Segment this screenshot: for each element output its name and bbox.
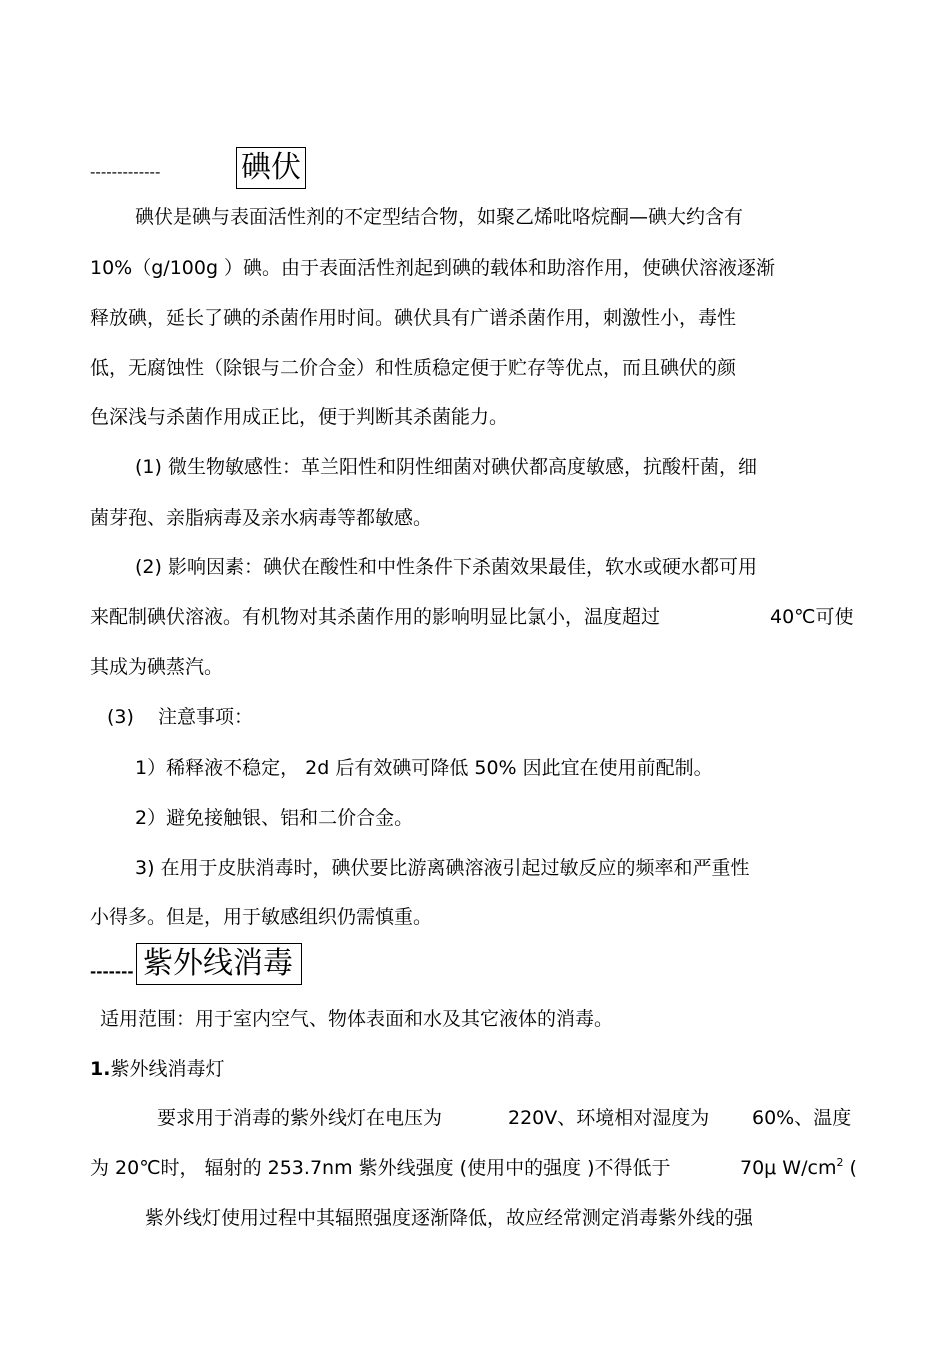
paragraph-line (740, 1156, 857, 1180)
paragraph-line: 紫外线灯使用过程中其辐照强度逐渐降低，故应经常测定消毒紫外线的强 (145, 1207, 754, 1229)
list-item-title: 注意事项： (158, 706, 254, 728)
paragraph-line: 色深浅与杀菌作用成正比，便于判断其杀菌能力。 (90, 406, 509, 428)
paragraph-line: 60%、温度 (752, 1107, 852, 1129)
list-item-line: 菌芽孢、亲脂病毒及亲水病毒等都敏感。 (90, 507, 433, 529)
note-line: 小得多。但是，用于敏感组织仍需慎重。 (90, 906, 433, 928)
heading-dashes: ------- (90, 963, 134, 981)
paren-text: ( (843, 1157, 857, 1179)
scope-line: 适用范围：用于室内空气、物体表面和水及其它液体的消毒。 (100, 1008, 614, 1030)
list-item-line: (1) 微生物敏感性：革兰阳性和阴性细菌对碘伏都高度敏感，抗酸杆菌，细 (135, 456, 757, 478)
list-item-label: (3) (107, 706, 134, 728)
list-item-line: 其成为碘蒸汽。 (90, 656, 224, 678)
list-item-line: (2) 影响因素：碘伏在酸性和中性条件下杀菌效果最佳，软水或硬水都可用 (135, 556, 757, 578)
note-line: 1）稀释液不稳定， 2d 后有效碘可降低 50% 因此宜在使用前配制。 (135, 757, 713, 779)
paragraph-line: 碘伏是碘与表面活性剂的不定型结合物，如聚乙烯吡咯烷酮—碘大约含有 (135, 206, 744, 228)
subheading (90, 1057, 224, 1081)
unit-superscript: 2 (836, 1156, 844, 1169)
paragraph-line: 220V、环境相对湿度为 (508, 1107, 710, 1129)
section-title-iodophor: 碘伏 (236, 147, 306, 189)
note-line: 2）避免接触银、铝和二价合金。 (135, 807, 414, 829)
paragraph-line: 低，无腐蚀性（除银与二价合金）和性质稳定便于贮存等优点，而且碘伏的颜 (90, 357, 737, 379)
heading-dashes: ------------- (90, 163, 161, 181)
paragraph-line: 要求用于消毒的紫外线灯在电压为 (157, 1107, 443, 1129)
list-item-line: 40℃可使 (770, 606, 854, 628)
paragraph-line: 为 20℃时， 辐射的 253.7nm 紫外线强度 (使用中的强度 )不得低于 (90, 1157, 671, 1179)
paragraph-line: 释放碘，延长了碘的杀菌作用时间。碘伏具有广谱杀菌作用，刺激性小，毒性 (90, 307, 737, 329)
subheading-text: 紫外线消毒灯 (110, 1058, 225, 1080)
subheading-number: 1. (90, 1058, 111, 1080)
list-item-line: 来配制碘伏溶液。有机物对其杀菌作用的影响明显比氯小，温度超过 (90, 606, 661, 628)
note-line: 3) 在用于皮肤消毒时，碘伏要比游离碘溶液引起过敏反应的频率和严重性 (135, 857, 750, 879)
paragraph-line: 10%（g/100g ）碘。由于表面活性剂起到碘的载体和助溶作用，使碘伏溶液逐渐 (90, 257, 776, 279)
unit-text: 70μ W/cm (740, 1157, 837, 1179)
section-title-uv: 紫外线消毒 (136, 943, 302, 985)
